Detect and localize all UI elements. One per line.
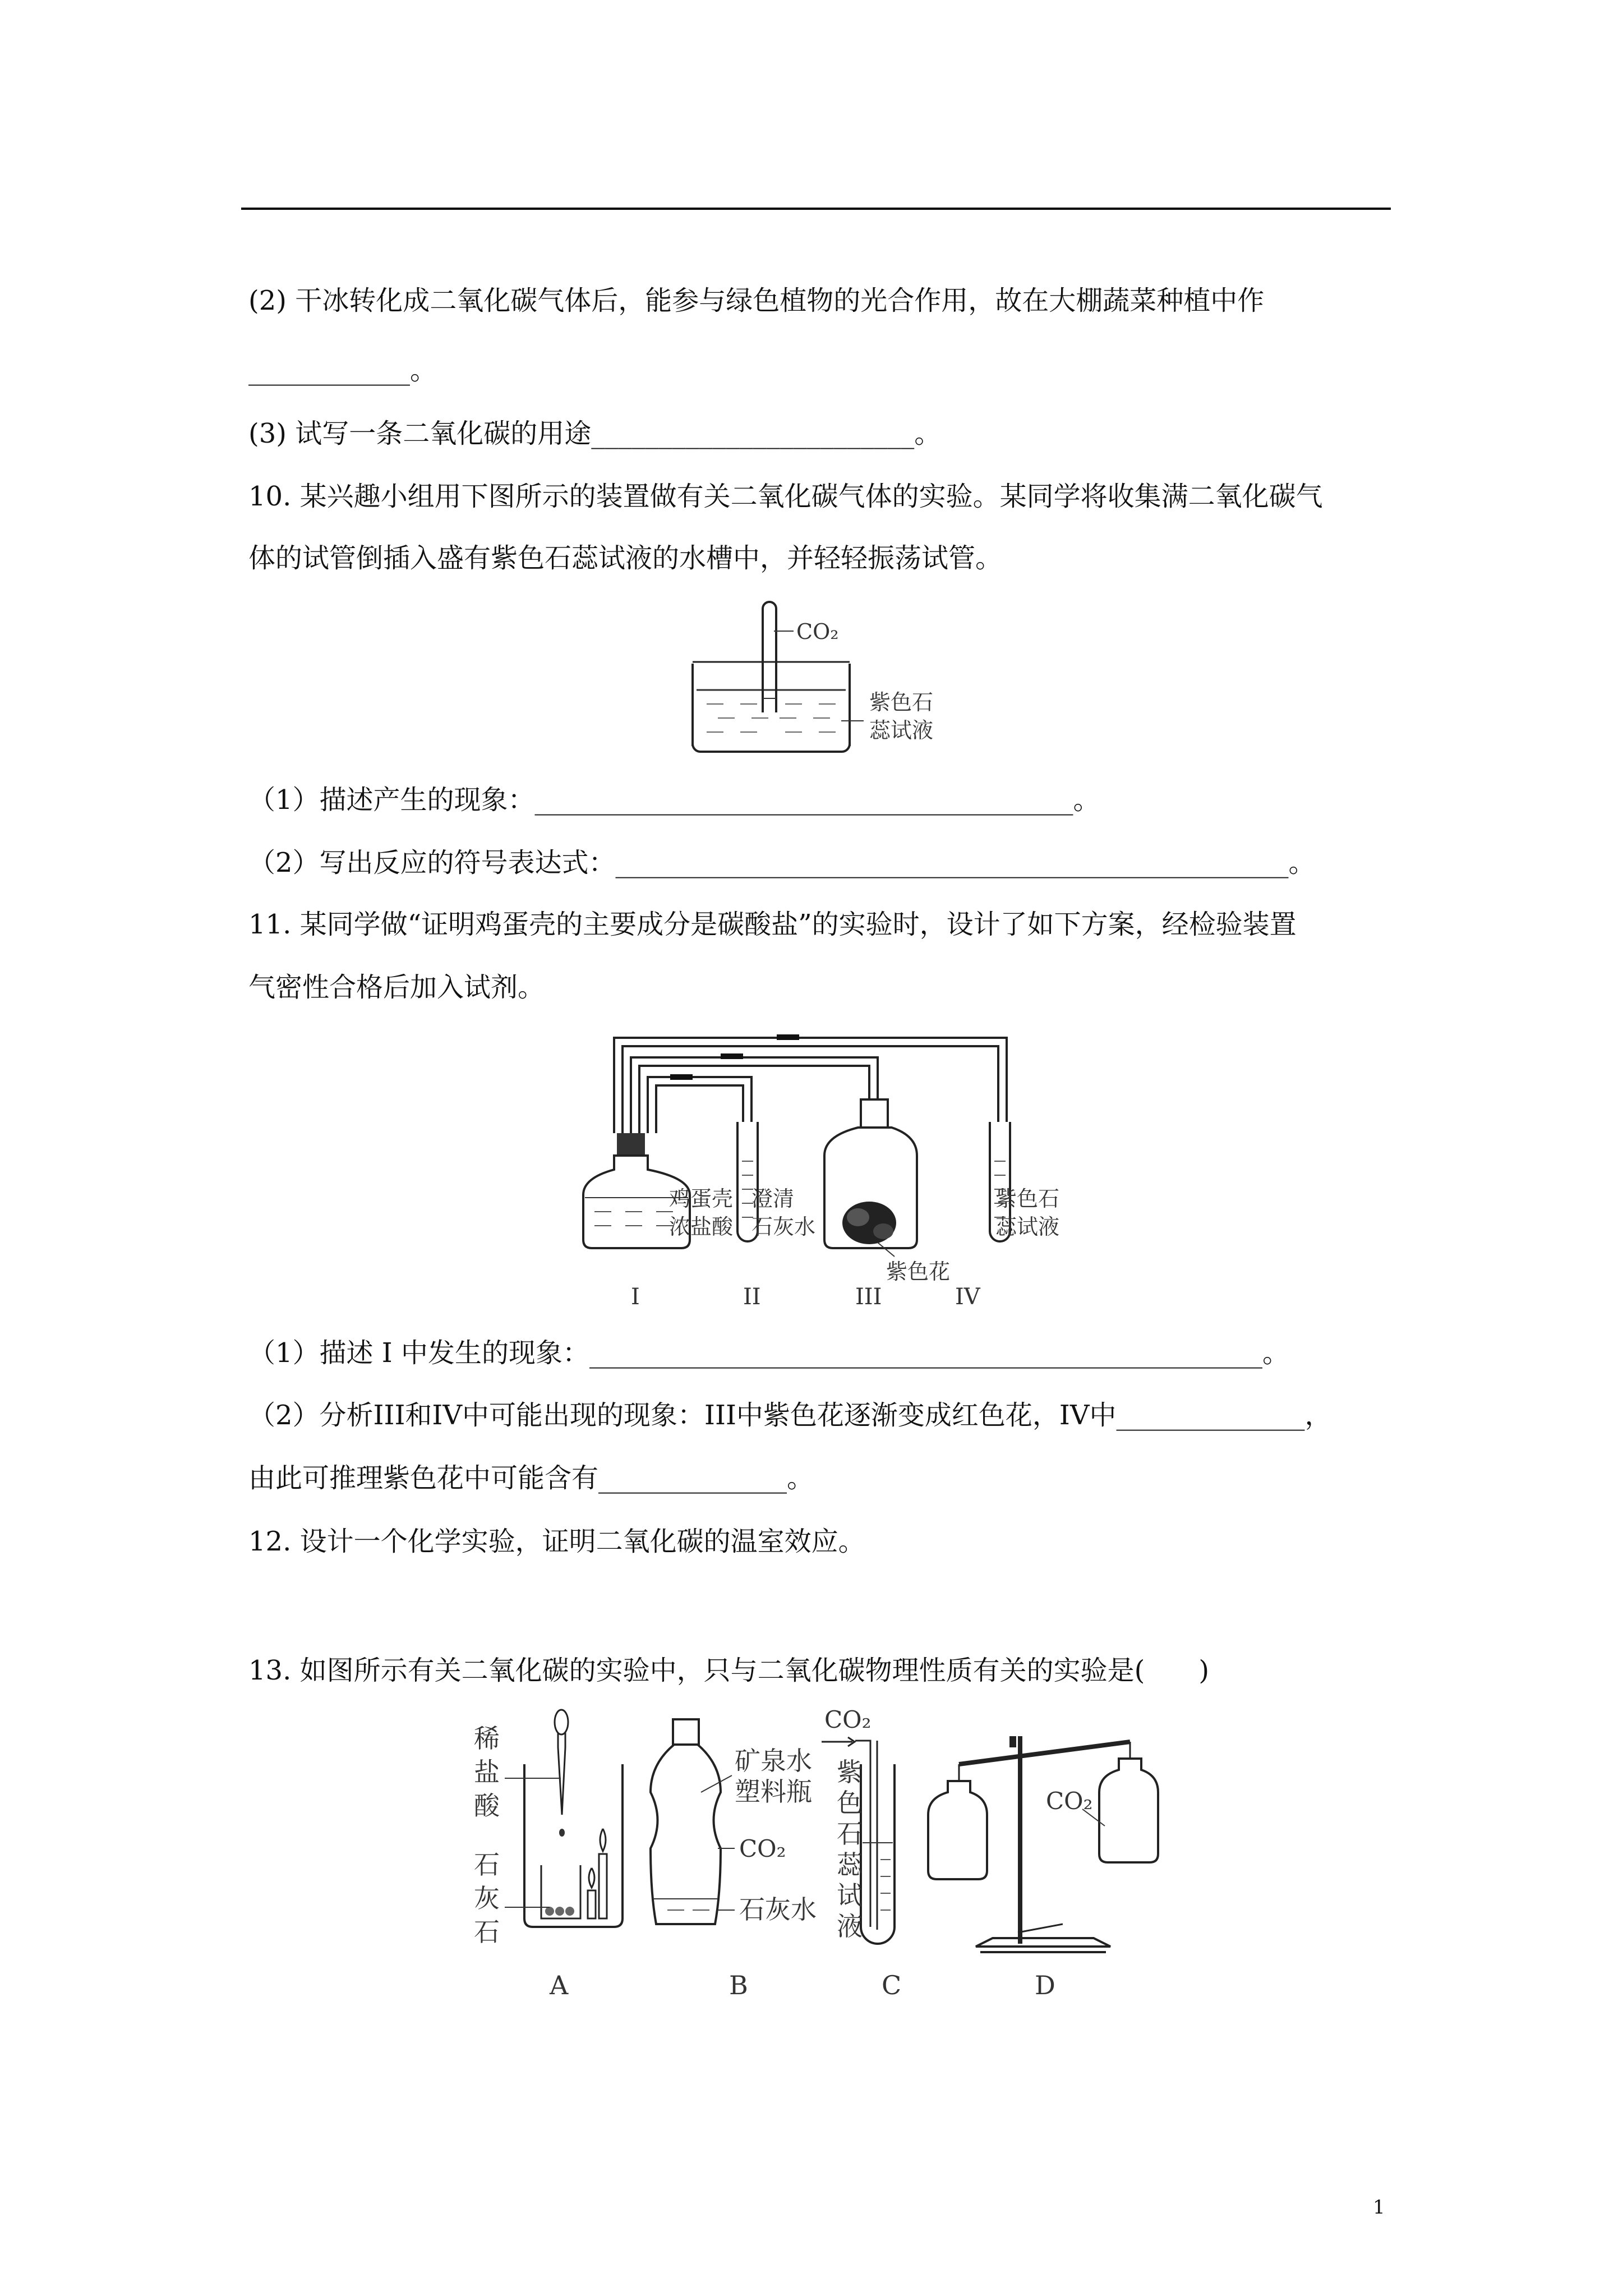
- dilute-char: 稀: [474, 1723, 500, 1754]
- litmus-label: 紫色石: [995, 1186, 1060, 1211]
- limestone-char: 灰: [474, 1883, 500, 1913]
- co2-label: CO₂: [739, 1835, 786, 1862]
- text-line: ____________。: [248, 355, 437, 386]
- text-line: 气密性合格后加入试剂。: [248, 972, 545, 1003]
- page-number: 1: [1373, 2196, 1385, 2219]
- header-rule: [241, 208, 1391, 210]
- apparatus-label-ii: II: [743, 1284, 761, 1310]
- bottle-label: 矿泉水: [735, 1746, 812, 1776]
- dilute-char: 盐: [474, 1757, 500, 1787]
- question-11: 11. 某同学做“证明鸡蛋壳的主要成分是碳酸盐”的实验时，设计了如下方案，经检验装置: [248, 909, 1297, 940]
- co2-label: CO₂: [796, 619, 839, 644]
- experiment-label-d: D: [1035, 1970, 1055, 2000]
- co2-label: CO₂: [1046, 1787, 1093, 1815]
- eggshell-label: 鸡蛋壳: [669, 1186, 734, 1211]
- apparatus-label-iii: III: [855, 1284, 882, 1310]
- question-12: 12. 设计一个化学实验，证明二氧化碳的温室效应。: [248, 1526, 865, 1557]
- litmus-label: 紫色石: [869, 690, 934, 715]
- limewater-label: 石灰水: [751, 1214, 816, 1239]
- flower-label: 紫色花: [886, 1259, 951, 1284]
- co2-label: CO₂: [824, 1706, 872, 1733]
- q11-sub1: （1）描述 I 中发生的现象：__________________________________________________。: [248, 1337, 1290, 1369]
- litmus-char: 试: [837, 1880, 863, 1911]
- experiment-label-b: B: [729, 1970, 748, 2000]
- apparatus-label-iv: IV: [955, 1284, 980, 1310]
- limestone-char: 石: [474, 1917, 500, 1947]
- bottle-label: 塑料瓶: [735, 1777, 812, 1807]
- litmus-char: 液: [837, 1911, 863, 1941]
- clear-label: 澄清: [751, 1186, 795, 1211]
- litmus-char: 石: [837, 1819, 863, 1849]
- limestone-char: 石: [474, 1849, 500, 1880]
- question-13: 13. 如图所示有关二氧化碳的实验中，只与二氧化碳物理性质有关的实验是( ): [248, 1655, 1210, 1686]
- question-10: 10. 某兴趣小组用下图所示的装置做有关二氧化碳气体的实验。某同学将收集满二氧化碳气: [248, 481, 1323, 512]
- litmus-char: 蕊: [837, 1849, 863, 1880]
- limewater-label: 石灰水: [739, 1894, 817, 1925]
- acid-label: 浓盐酸: [669, 1214, 734, 1239]
- text-line: 由此可推理紫色花中可能含有______________。: [248, 1462, 814, 1494]
- apparatus-label-i: I: [631, 1284, 640, 1310]
- q10-sub1: （1）描述产生的现象：________________________________________。: [248, 784, 1100, 816]
- experiment-label-a: A: [550, 1970, 569, 2000]
- text-line: (3) 试写一条二氧化碳的用途________________________。: [248, 418, 942, 449]
- figure-co2-litmus-trough: [690, 597, 981, 760]
- experiment-label-c: C: [882, 1970, 902, 2000]
- figure-eggshell-apparatus: [580, 1027, 1074, 1313]
- litmus-label: 蕊试液: [995, 1214, 1060, 1239]
- litmus-char: 色: [837, 1788, 863, 1818]
- litmus-char: 紫: [837, 1757, 863, 1787]
- q11-sub2: （2）分析III和IV中可能出现的现象：III中紫色花逐渐变成红色花，IV中______________，: [248, 1400, 1332, 1431]
- text-line: 体的试管倒插入盛有紫色石蕊试液的水槽中，并轻轻振荡试管。: [248, 542, 1003, 574]
- dilute-char: 酸: [474, 1791, 500, 1821]
- figure-co2-experiments: [471, 1703, 1189, 2017]
- q10-sub2: （2）写出反应的符号表达式：__________________________________________________。: [248, 847, 1316, 878]
- litmus-label: 蕊试液: [869, 718, 934, 743]
- text-line: (2) 干冰转化成二氧化碳气体后，能参与绿色植物的光合作用，故在大棚蔬菜种植中作: [248, 285, 1265, 316]
